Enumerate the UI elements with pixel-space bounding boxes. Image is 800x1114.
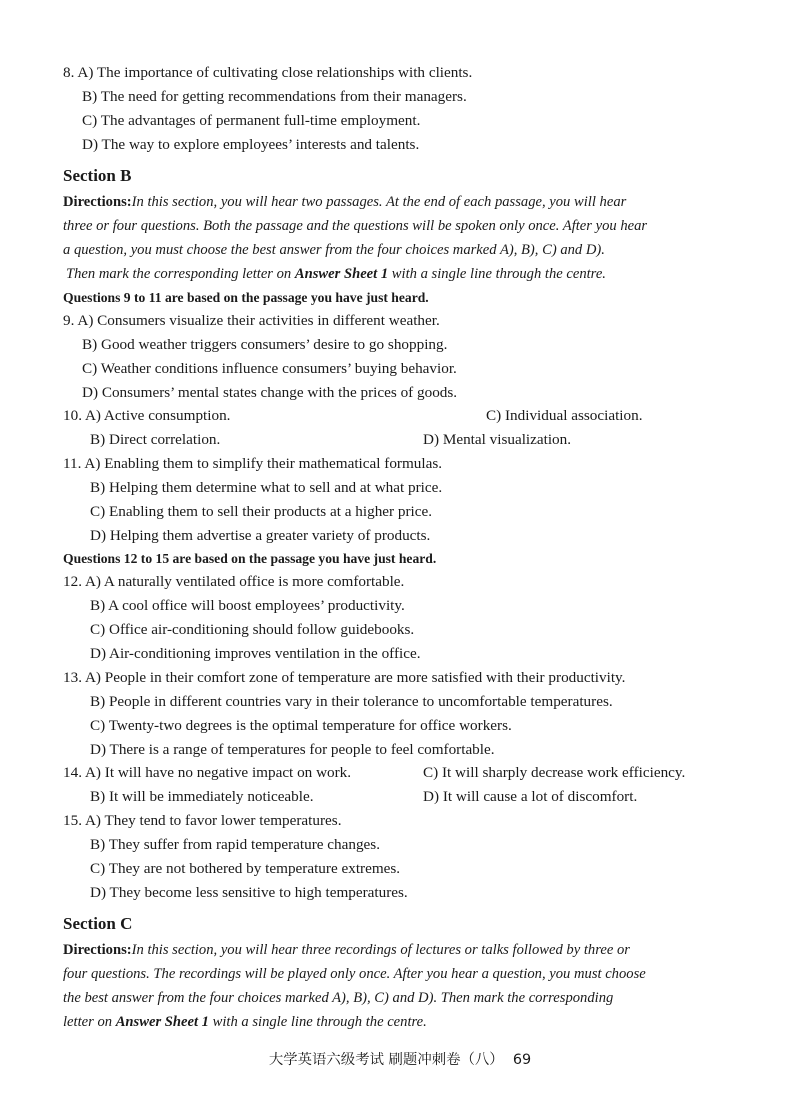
q12-option-d: D) Air-conditioning improves ventilation in the office.: [90, 645, 421, 662]
section-c-directions-line-3: the best answer from the four choices marked A), B), C) and D). Then mark the corresponding: [63, 990, 614, 1006]
q14-row-2: [90, 787, 800, 807]
q14-option-b: B) It will be immediately noticeable.: [90, 788, 314, 805]
page-footer: [0, 1048, 800, 1069]
q13-option-b: B) People in different countries vary in their tolerance to uncomfortable temperatures.: [90, 693, 613, 710]
q14-option-a: 14. A) It will have no negative impact on work.: [63, 764, 352, 781]
section-c-directions-line-1: Directions:In this section, you will hear three recordings of lectures or talks followed by three or: [63, 942, 630, 958]
q15-option-b: B) They suffer from rapid temperature changes.: [90, 836, 381, 853]
answer-sheet-ref: Answer Sheet 1: [115, 1014, 209, 1030]
directions-label: Directions:: [63, 942, 132, 958]
q10-row-1: [63, 406, 800, 426]
q13-option-a: 13. A) People in their comfort zone of temperature are more satisfied with their productivity.: [63, 669, 626, 686]
section-c-title: Section C: [63, 914, 133, 933]
section-c-directions-line-4: letter on Answer Sheet 1 with a single line through the centre.: [63, 1014, 427, 1030]
q8-option-c: C) The advantages of permanent full-time employment.: [82, 112, 421, 129]
q14-option-d: D) It will cause a lot of discomfort.: [423, 788, 638, 805]
q13-option-d: D) There is a range of temperatures for people to feel comfortable.: [90, 741, 495, 758]
q15-option-c: C) They are not bothered by temperature extremes.: [90, 860, 401, 877]
q8-option-b: B) The need for getting recommendations from their managers.: [82, 88, 467, 105]
q11-option-d: D) Helping them advertise a greater variety of products.: [90, 527, 431, 544]
q8-option-d: D) The way to explore employees’ interests and talents.: [82, 136, 420, 153]
footer-title: 大学英语六级考试 刷题冲刺卷（八）: [268, 1052, 504, 1068]
q11-option-c: C) Enabling them to sell their products at a higher price.: [90, 503, 433, 520]
directions-label: Directions:: [63, 194, 132, 210]
q15-option-a: 15. A) They tend to favor lower temperatures.: [63, 812, 342, 829]
q9-option-b: B) Good weather triggers consumers’ desire to go shopping.: [82, 336, 448, 353]
q11-option-b: B) Helping them determine what to sell and at what price.: [90, 479, 443, 496]
questions-12-15-heading: Questions 12 to 15 are based on the passage you have just heard.: [63, 551, 437, 566]
q9-option-d: D) Consumers’ mental states change with the prices of goods.: [82, 384, 458, 401]
q15-option-d: D) They become less sensitive to high temperatures.: [90, 884, 408, 901]
q10-option-c: C) Individual association.: [486, 407, 643, 424]
q10-option-a: 10. A) Active consumption.: [63, 407, 231, 424]
questions-9-11-heading: Questions 9 to 11 are based on the passage you have just heard.: [63, 290, 429, 305]
page-number: 69: [512, 1052, 532, 1068]
q14-row-1: [63, 763, 800, 783]
q8-option-a: 8. A) The importance of cultivating close relationships with clients.: [63, 64, 473, 81]
section-b-directions-line-2: three or four questions. Both the passage and the questions will be spoken only once. After you hear: [63, 218, 648, 234]
q10-row-2: [90, 430, 800, 450]
q9-option-a: 9. A) Consumers visualize their activities in different weather.: [63, 312, 440, 329]
section-c-directions-line-2: four questions. The recordings will be played only once. After you hear a question, you must choose: [63, 966, 646, 982]
q10-option-d: D) Mental visualization.: [423, 431, 572, 448]
section-b-directions-line-1: Directions:In this section, you will hear two passages. At the end of each passage, you will hear: [63, 194, 627, 210]
q13-option-c: C) Twenty-two degrees is the optimal temperature for office workers.: [90, 717, 512, 734]
section-b-title: Section B: [63, 166, 132, 185]
q12-option-c: C) Office air-conditioning should follow guidebooks.: [90, 621, 415, 638]
answer-sheet-ref: Answer Sheet 1: [294, 266, 389, 282]
section-b-directions-line-4: Then mark the corresponding letter on Answer Sheet 1 with a single line through the centre.: [66, 266, 606, 282]
q11-option-a: 11. A) Enabling them to simplify their mathematical formulas.: [63, 455, 443, 472]
q14-option-c: C) It will sharply decrease work efficiency.: [423, 764, 686, 781]
section-b-directions-line-3: a question, you must choose the best answer from the four choices marked A), B), C) and D).: [63, 242, 605, 258]
q12-option-b: B) A cool office will boost employees’ productivity.: [90, 597, 405, 614]
q10-option-b: B) Direct correlation.: [90, 431, 221, 448]
q9-option-c: C) Weather conditions influence consumers’ buying behavior.: [82, 360, 457, 377]
q12-option-a: 12. A) A naturally ventilated office is more comfortable.: [63, 573, 405, 590]
